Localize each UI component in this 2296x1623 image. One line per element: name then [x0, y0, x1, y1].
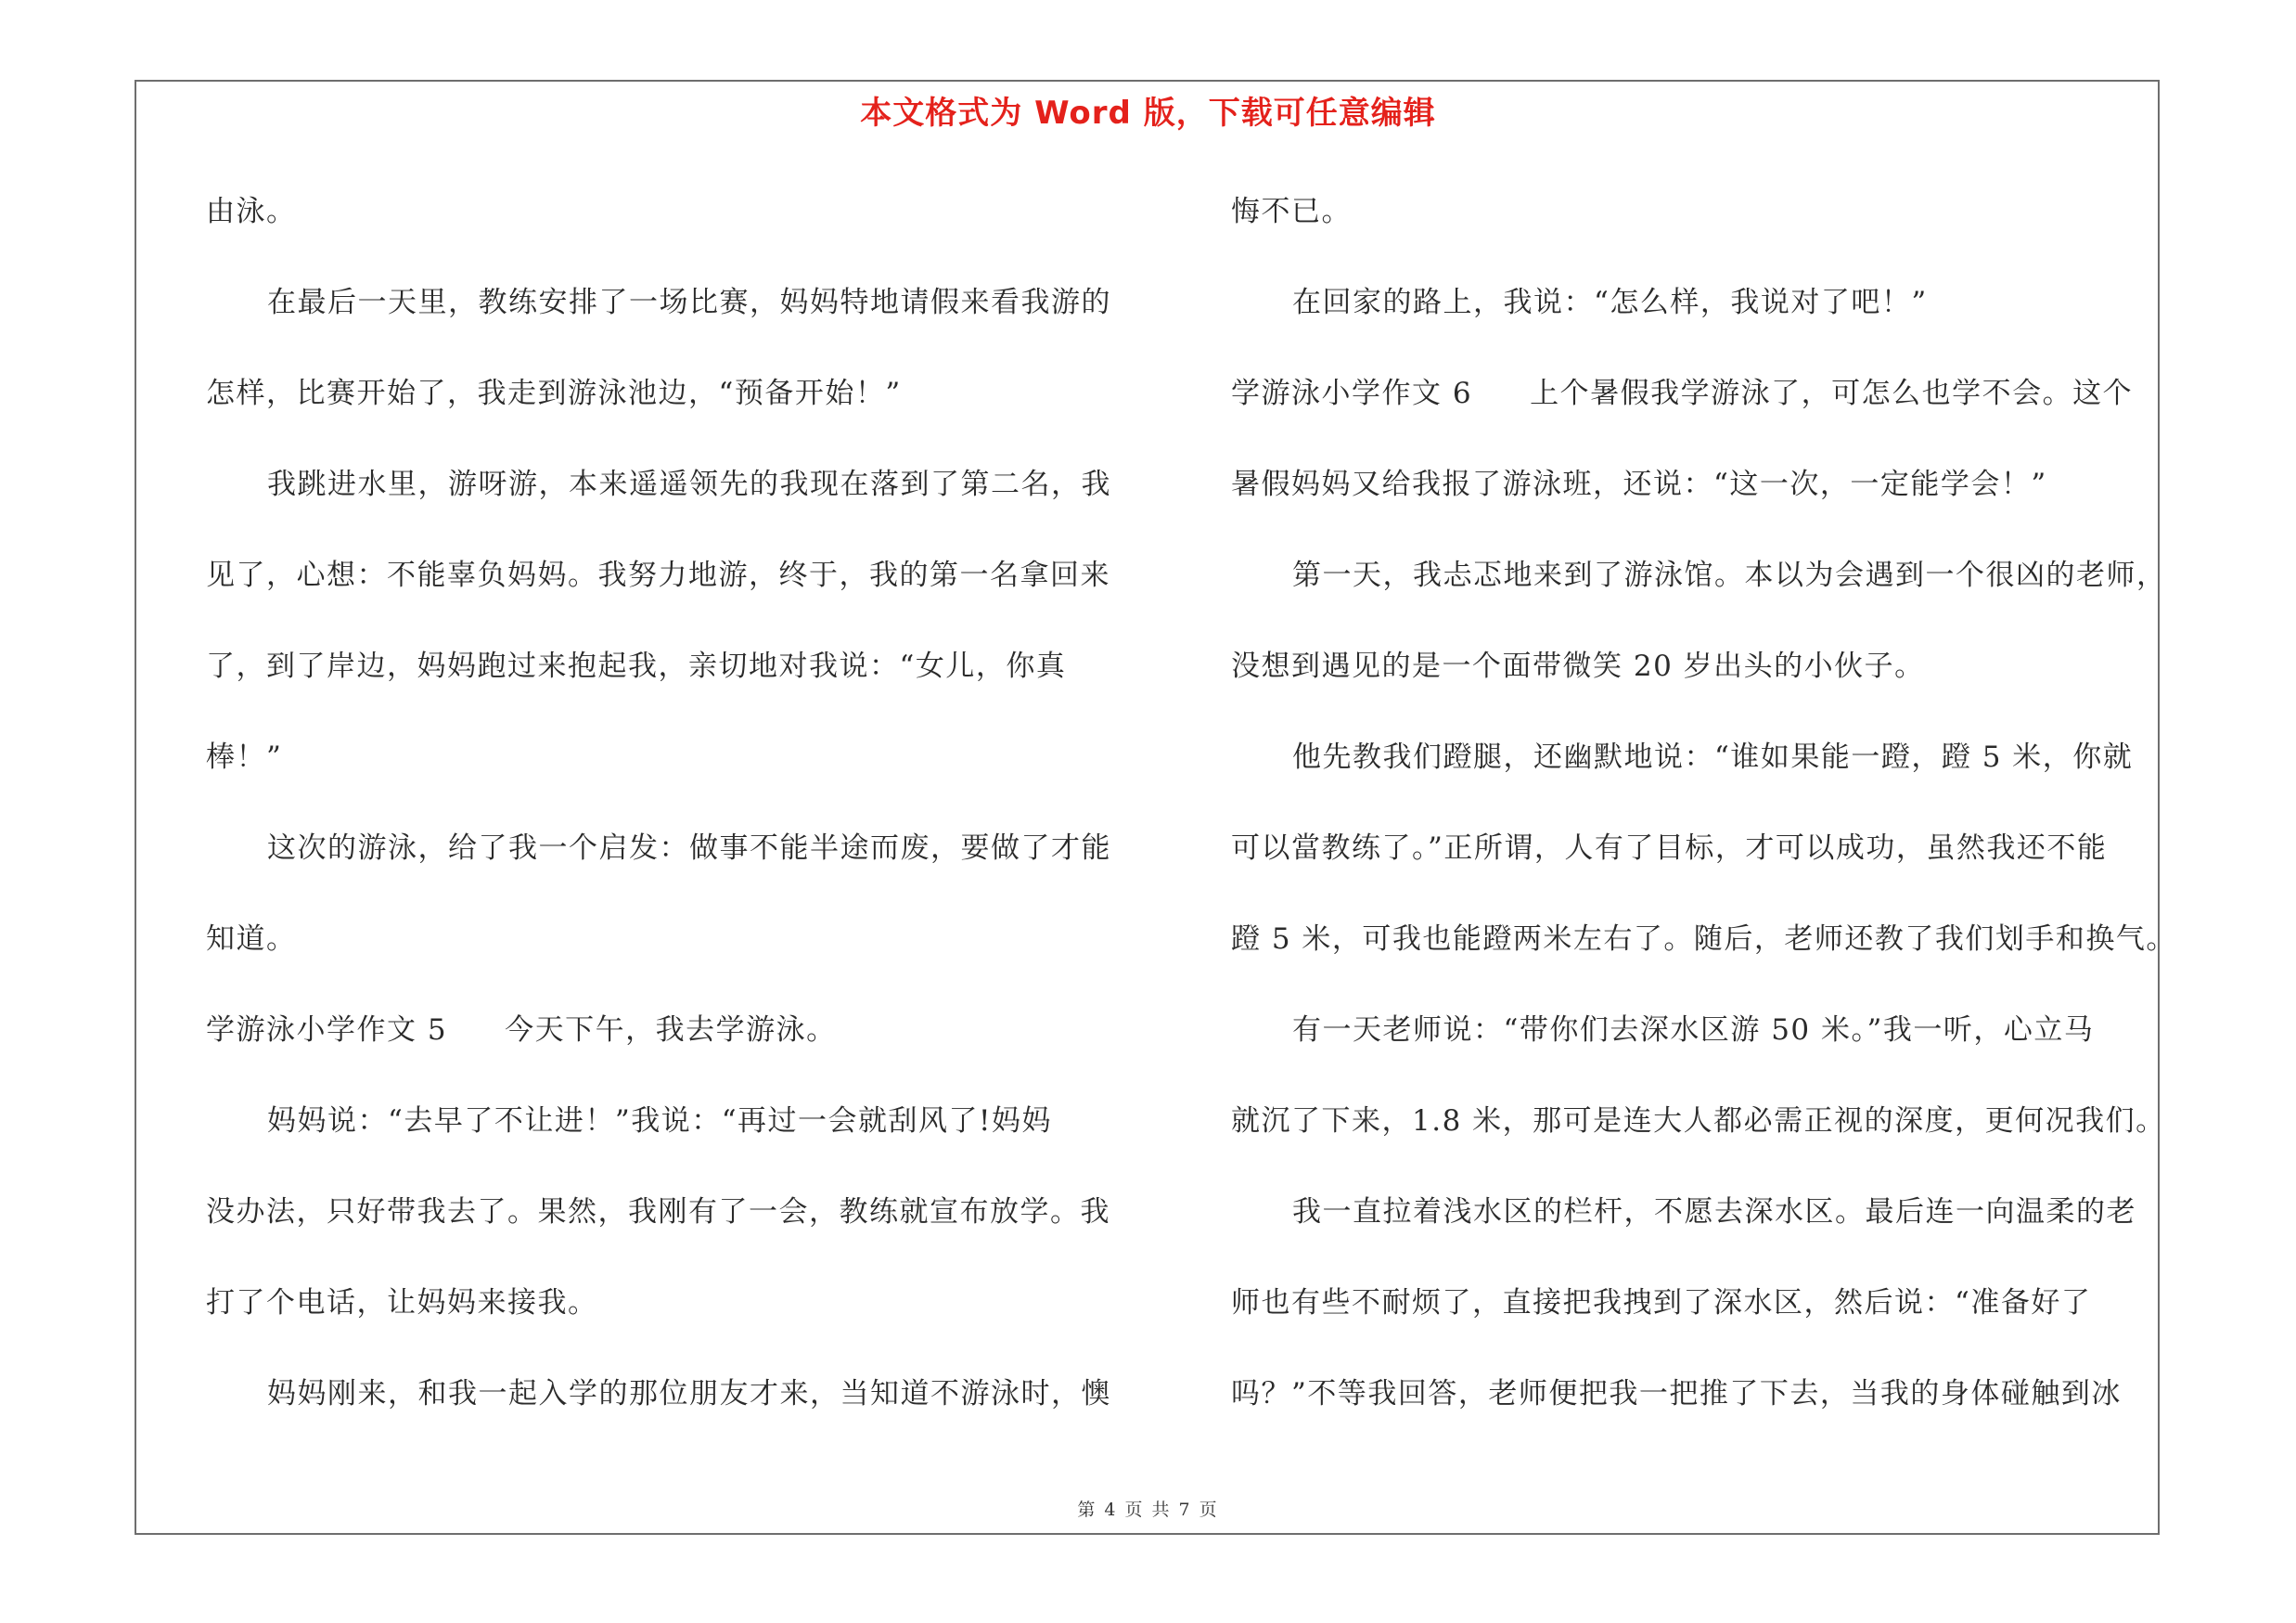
text-line — [206, 638, 1124, 729]
text-line — [1231, 275, 2154, 366]
right-column — [1231, 184, 2176, 1457]
text-line — [206, 1184, 1124, 1275]
text-line — [206, 911, 1124, 1002]
section-heading-line — [206, 1002, 1124, 1093]
line-text: 没办法，只好带我去了。果然，我刚有了一会，教练就宣布放学。我 — [206, 1195, 1110, 1229]
line-text: 妈妈刚来，和我一起入学的那位朋友才来，当知道不游泳时，懊 — [267, 1377, 1111, 1410]
line-text: 悔不已。 — [1231, 195, 1352, 228]
text-line — [1231, 184, 2154, 275]
line-text: 就沉了下来，1.8 米，那可是连大人都必需正视的深度，更何况我们。 — [1231, 1104, 2166, 1138]
text-line — [1231, 1093, 2166, 1184]
line-text: 我跳进水里，游呀游，本来遥遥领先的我现在落到了第二名，我 — [267, 468, 1111, 501]
line-text: 由泳。 — [206, 195, 297, 228]
section-title: 学游泳小学作文 5 — [206, 1013, 448, 1047]
text-line — [1231, 1275, 2154, 1366]
line-text: 知道。 — [206, 922, 297, 956]
line-text: 见了，心想：不能辜负妈妈。我努力地游，终于，我的第一名拿回来 — [206, 559, 1110, 592]
line-text: 暑假妈妈又给我报了游泳班，还说：“这一次，一定能学会！” — [1231, 468, 2047, 501]
line-text: 在回家的路上，我说：“怎么样，我说对了吧！” — [1292, 286, 1928, 319]
line-text: 这次的游泳，给了我一个启发：做事不能半途而废，要做了才能 — [267, 831, 1111, 865]
line-text: 了，到了岸边，妈妈跑过来抱起我，亲切地对我说：“女儿，你真 — [206, 650, 1067, 683]
text-line — [206, 275, 1124, 366]
line-text: 上个暑假我学游泳了，可怎么也学不会。这个 — [1530, 377, 2134, 410]
format-banner: 本文格式为 Word 版，下载可任意编辑 — [860, 95, 1436, 132]
text-line — [206, 366, 1124, 457]
line-text: 棒！” — [206, 741, 283, 774]
text-line — [1231, 1002, 2154, 1093]
text-line — [1231, 1184, 2154, 1275]
text-line — [1231, 820, 2154, 911]
text-line — [206, 547, 1124, 638]
line-text: 有一天老师说：“带你们去深水区游 50 米。”我一听，心立马 — [1292, 1013, 2095, 1047]
line-text: 妈妈说：“去早了不让进！”我说：“再过一会就刮风了!妈妈 — [267, 1104, 1052, 1138]
text-line — [1231, 729, 2154, 820]
text-line — [1231, 457, 2154, 547]
text-line — [1231, 911, 2176, 1002]
text-line — [206, 729, 1124, 820]
text-line — [206, 1093, 1124, 1184]
line-text: 可以當教练了。”正所谓，人有了目标，才可以成功，虽然我还不能 — [1231, 831, 2108, 865]
text-line — [206, 820, 1124, 911]
line-text: 吗？”不等我回答，老师便把我一把推了下去，当我的身体碰触到冰 — [1231, 1377, 2122, 1410]
text-line — [1231, 638, 2154, 729]
line-text: 蹬 5 米，可我也能蹬两米左右了。随后，老师还教了我们划手和换气。 — [1231, 922, 2176, 956]
line-text: 他先教我们蹬腿，还幽默地说：“谁如果能一蹬，蹬 5 米，你就 — [1292, 741, 2134, 774]
text-line — [206, 1275, 1124, 1366]
line-text: 我一直拉着浅水区的栏杆，不愿去深水区。最后连一向温柔的老 — [1292, 1195, 2136, 1229]
line-text: 在最后一天里，教练安排了一场比赛，妈妈特地请假来看我游的 — [267, 286, 1111, 319]
line-text: 打了个电话，让妈妈来接我。 — [206, 1286, 598, 1320]
line-text: 怎样，比赛开始了，我走到游泳池边，“预备开始！” — [206, 377, 902, 410]
line-text: 第一天，我忐忑地来到了游泳馆。本以为会遇到一个很凶的老师， — [1292, 559, 2167, 592]
text-line — [1231, 1366, 2154, 1457]
line-text: 今天下午，我去学游泳。 — [505, 1013, 837, 1047]
text-line — [206, 457, 1124, 547]
text-line — [206, 1366, 1124, 1457]
left-column — [206, 184, 1124, 1457]
section-heading-line — [1231, 366, 2154, 457]
section-title: 学游泳小学作文 6 — [1231, 377, 1473, 410]
text-line — [206, 184, 1124, 275]
line-text: 师也有些不耐烦了，直接把我拽到了深水区，然后说：“准备好了 — [1231, 1286, 2092, 1320]
text-line — [1231, 547, 2167, 638]
line-text: 没想到遇见的是一个面带微笑 20 岁出头的小伙子。 — [1231, 650, 1925, 683]
page-indicator: 第 4 页 共 7 页 — [1077, 1500, 1219, 1520]
